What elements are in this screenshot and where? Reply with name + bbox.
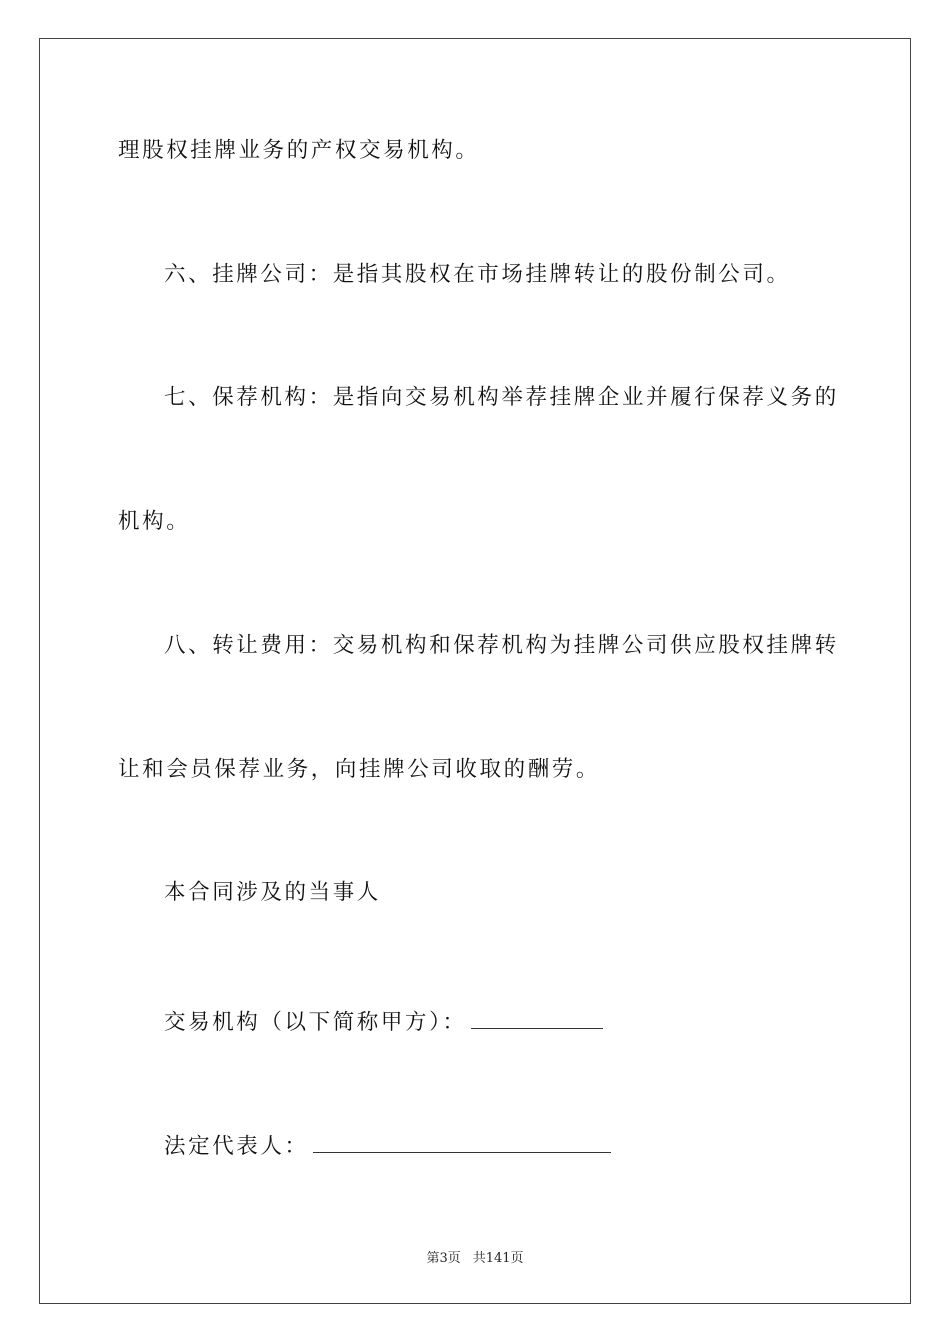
page-footer (0, 1247, 950, 1266)
party-a-field (164, 1009, 603, 1037)
paragraph-line: 本合同涉及的当事人 (164, 880, 381, 905)
paragraph-line: 七、保荐机构：是指向交易机构举荐挂牌企业并履行保荐义务的 (164, 385, 839, 410)
legal-rep-label: 法定代表人： (164, 1134, 309, 1159)
legal-rep-blank (313, 1134, 611, 1153)
paragraph-line: 让和会员保荐业务，向挂牌公司收取的酬劳。 (118, 757, 601, 782)
total-pages: 共141页 (472, 1251, 524, 1266)
page-border (39, 38, 911, 1304)
party-a-label: 交易机构（以下简称甲方）： (164, 1010, 467, 1035)
party-a-blank (471, 1010, 603, 1029)
paragraph-line: 六、挂牌公司：是指其股权在市场挂牌转让的股份制公司。 (164, 262, 791, 287)
paragraph-line: 理股权挂牌业务的产权交易机构。 (118, 138, 480, 163)
paragraph-line: 八、转让费用：交易机构和保荐机构为挂牌公司供应股权挂牌转 (164, 633, 839, 658)
paragraph-line: 机构。 (118, 509, 191, 534)
legal-rep-field (164, 1133, 611, 1161)
page-number: 第3页 (426, 1251, 461, 1266)
